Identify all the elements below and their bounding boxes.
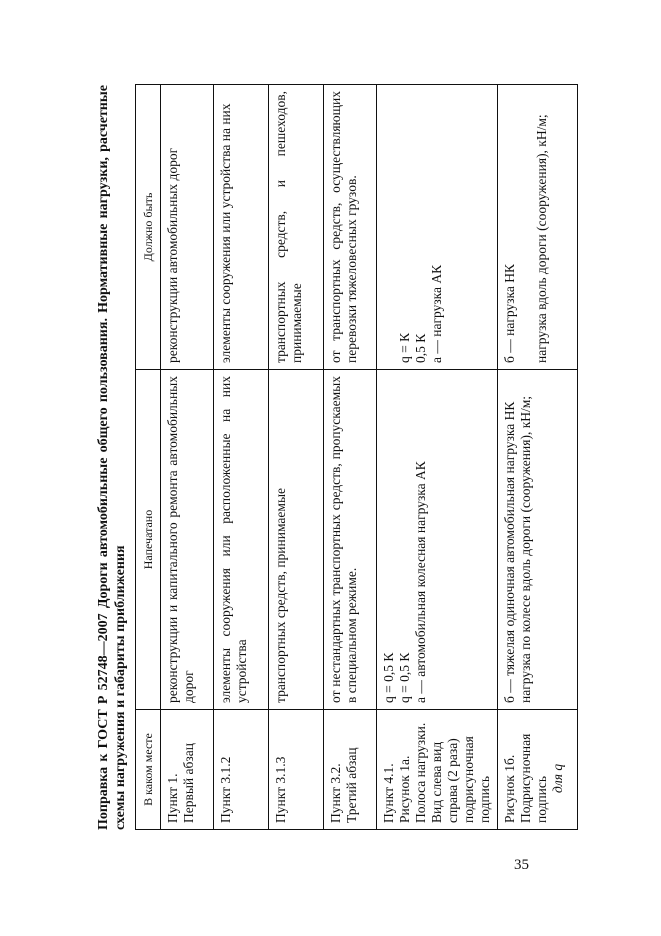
- cell-printed: [498, 370, 578, 710]
- cell-text: транспортных средств, и пешеходов, принимаемые: [273, 91, 304, 363]
- cell-text: элементы сооружения или устройства на них: [218, 103, 233, 363]
- header-printed: Напечатано: [136, 370, 161, 710]
- cell-text: транспортных средств, принимаемые: [273, 487, 288, 703]
- cell-should-be: [498, 85, 578, 370]
- cell-where: [214, 710, 269, 830]
- cell-text: Первый абзац: [181, 743, 196, 823]
- cell-printed: [324, 370, 377, 710]
- cell-should-be: [377, 85, 498, 370]
- cell-text: нагрузка по колесе вдоль дороги (сооружения), кН/м;: [518, 395, 533, 703]
- cell-printed: [377, 370, 498, 710]
- table-row: [161, 85, 214, 830]
- header-where: В каком месте: [136, 710, 161, 830]
- cell-printed: [269, 370, 324, 710]
- cell-text: q = 0,5 К: [397, 652, 412, 703]
- cell-text: Пункт 3.1.2: [218, 756, 233, 823]
- amendment-table: [135, 84, 578, 830]
- table-row: [377, 85, 498, 830]
- cell-text: q = 0,5 К: [381, 652, 396, 703]
- cell-text: Третий абзац: [344, 747, 359, 823]
- table-row: [498, 85, 578, 830]
- cell-text: Пункт 3.1.3: [273, 756, 288, 823]
- cell-text: от транспортных средств, осуществляющих перевозки тяжеловесных грузов.: [328, 91, 359, 363]
- table-row: [269, 85, 324, 830]
- cell-where: [498, 710, 578, 830]
- cell-text: 0,5 К: [413, 333, 428, 363]
- cell-text: б — нагрузка НК: [502, 263, 517, 363]
- spacer: [381, 91, 397, 363]
- spacer: [518, 91, 534, 363]
- table-header-row: [136, 85, 161, 830]
- cell-text: нагрузка вдоль дороги (сооружения), кН/м;: [534, 114, 549, 363]
- cell-where: [269, 710, 324, 830]
- cell-text: а — нагрузка АК: [429, 264, 444, 363]
- cell-text: Рисунок 1б. Подрисуночная подпись: [502, 733, 549, 823]
- cell-text: q = К: [397, 332, 412, 363]
- cell-text: элементы сооружения или расположенные на них устройства: [218, 376, 249, 703]
- rotated-page-content: [95, 85, 565, 830]
- cell-should-be: [269, 85, 324, 370]
- cell-text: а — автомобильная колесная нагрузка АК: [413, 461, 428, 703]
- header-should-be: Должно быть: [136, 85, 161, 370]
- cell-should-be: [324, 85, 377, 370]
- cell-where: [324, 710, 377, 830]
- cell-text: Пункт 3.2.: [328, 763, 343, 823]
- cell-should-be: [161, 85, 214, 370]
- page-title: Поправка к ГОСТ Р 52748—2007 Дороги автомобильные общего пользования. Нормативные нагрузки, расчетные схемы нагружения и габариты приближения: [96, 85, 128, 830]
- table-row: [214, 85, 269, 830]
- cell-text: от нестандартных транспортных средств, пропускаемых в специальном режиме.: [328, 376, 359, 703]
- cell-where: [377, 710, 498, 830]
- cell-text: реконструкции и капитального ремонта автомобильных дорог: [165, 376, 196, 703]
- cell-text: реконструкции автомобильных дорог: [165, 147, 180, 363]
- cell-printed: [214, 370, 269, 710]
- cell-should-be: [214, 85, 269, 370]
- cell-printed: [161, 370, 214, 710]
- cell-text: Пункт 4.1. Рисунок 1а. Полоса нагрузки. Вид слева вид справа (2 раза) подрисуночная подпись: [381, 722, 492, 823]
- cell-text: б — тяжелая одиночная автомобильная нагрузка НК: [502, 401, 517, 703]
- table-row: [324, 85, 377, 830]
- cell-text: для q: [550, 763, 565, 793]
- page-number: 35: [514, 857, 529, 873]
- cell-text: Пункт 1.: [165, 773, 180, 823]
- cell-where: [161, 710, 214, 830]
